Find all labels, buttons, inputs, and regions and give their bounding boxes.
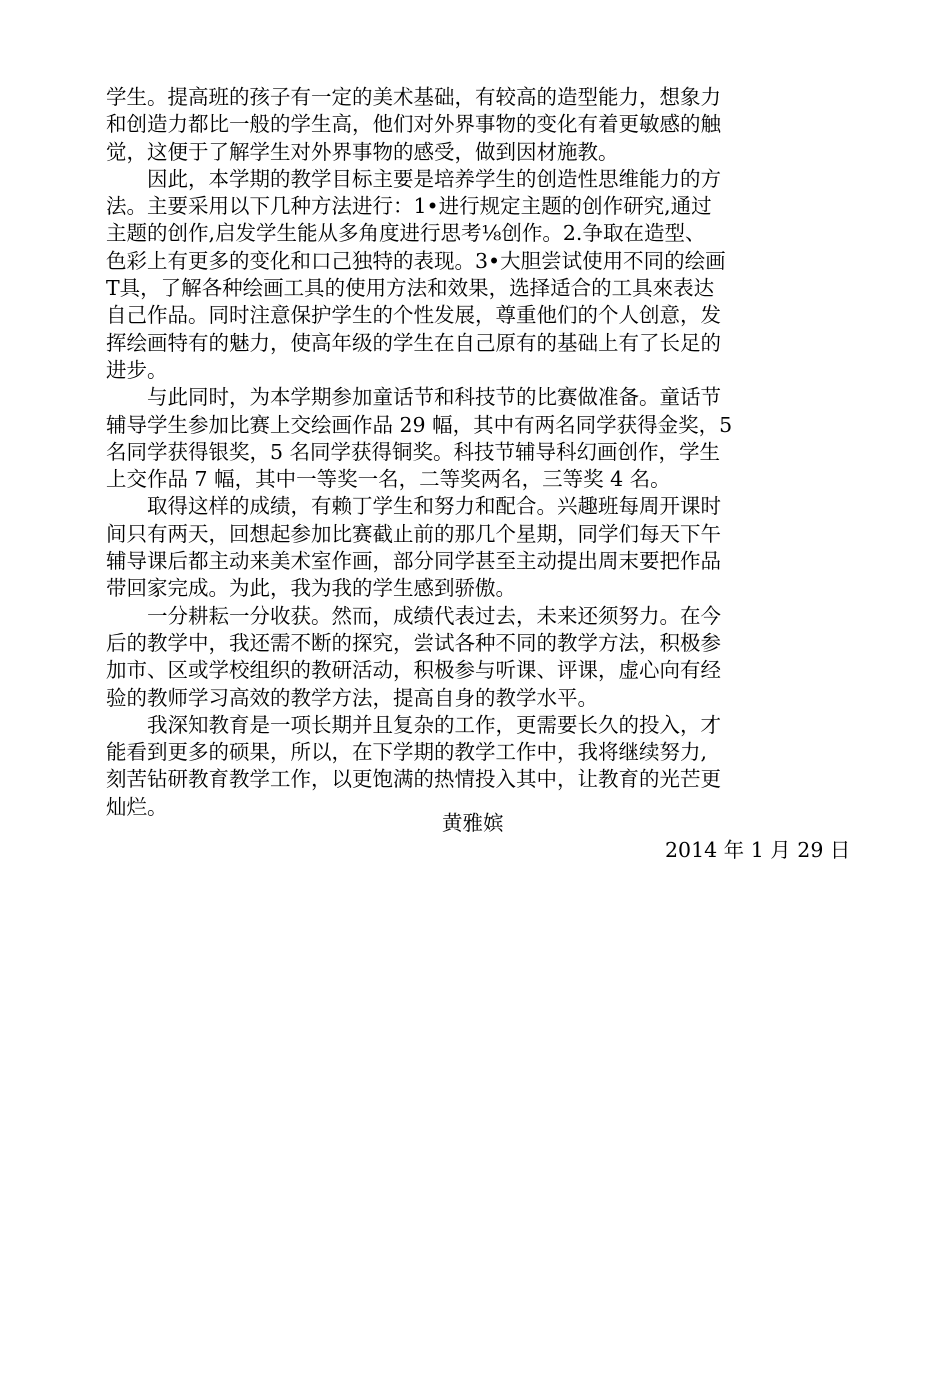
- text-line: 我深知教育是一项长期并且复杂的工作，更需要长久的投入，才: [106, 712, 721, 737]
- text-line: 学生。提高班的孩子有一定的美术基础，有较高的造型能力，想象力: [106, 85, 721, 109]
- text-line: 挥绘画特有的魅力，使高年级的学生在自己原有的基础上有了长足的: [106, 330, 721, 355]
- text-line: 上交作品 7 幅，其中一等奖一名，二等奖两名，三等奖 4 名。: [106, 467, 671, 492]
- author-signature: 黄雅嫔: [442, 811, 504, 835]
- text-line: 一分耕耘一分收获。然而，成绩代表过去，未来还须努力。在今: [106, 603, 721, 628]
- document-date: 2014 年 1 月 29 日: [665, 838, 851, 862]
- text-line: 加市、区或学校组织的教研活动，积极参与听课、评课，虚心向有经: [106, 658, 721, 683]
- text-line: 和创造力都比一般的学生高，他们对外界事物的变化有着更敏感的触: [106, 112, 721, 137]
- text-line: 因此，本学期的教学目标主要是培养学生的创造性思维能力的方: [106, 166, 721, 191]
- text-line: 能看到更多的硕果，所以，在下学期的教学工作中，我将继续努力,: [106, 740, 708, 765]
- text-line: 间只有两天，回想起参加比赛截止前的那几个星期，同学们每天下午: [106, 521, 721, 546]
- text-line: 与此同时，为本学期参加童话节和科技节的比赛做准备。童话节: [106, 385, 721, 410]
- text-line: 刻苦钻研教育教学工作，以更饱满的热情投入其中，让教育的光芒更: [106, 767, 721, 792]
- text-line: 自己作品。同时注意保护学生的个性发展，尊重他们的个人创意，发: [106, 303, 721, 328]
- text-line: 辅导课后都主动来美术室作画，部分同学甚至主动提出周末要把作品: [106, 549, 721, 574]
- text-line: 进步。: [106, 357, 168, 382]
- text-line: 取得这样的成绩，有赖丁学生和努力和配合。兴趣班每周开课时: [106, 494, 721, 519]
- body-text: [106, 84, 851, 821]
- text-line: 辅导学生参加比赛上交绘画作品 29 幅，其中有两名同学获得金奖，5: [106, 412, 733, 437]
- text-line: 后的教学中，我还需不断的探究，尝试各种不同的教学方法，积极参: [106, 630, 721, 655]
- text-line: 灿烂。: [106, 794, 168, 819]
- text-line: 主题的创作,启发学生能从多角度进行思考⅛创作。2.争取在造型、: [106, 221, 706, 246]
- text-line: 法。主要采用以下几种方法进行：1•进行规定主题的创作研究,通过: [106, 194, 712, 219]
- text-line: 名同学获得银奖，5 名同学获得铜奖。科技节辅导科幻画创作，学生: [106, 439, 721, 464]
- text-line: 验的教师学习高效的教学方法，提高自身的教学水平。: [106, 685, 598, 710]
- text-line: 觉，这便于了解学生对外界事物的感受，做到因材施教。: [106, 139, 619, 164]
- text-line: T具，了解各种绘画工具的使用方法和效果，选择适合的工具來表达: [106, 276, 715, 301]
- text-line: 色彩上有更多的变化和口己独特的表现。3•大胆尝试使用不同的绘画: [106, 248, 726, 273]
- text-line: 带回家完成。为此，我为我的学生感到骄傲。: [106, 576, 516, 601]
